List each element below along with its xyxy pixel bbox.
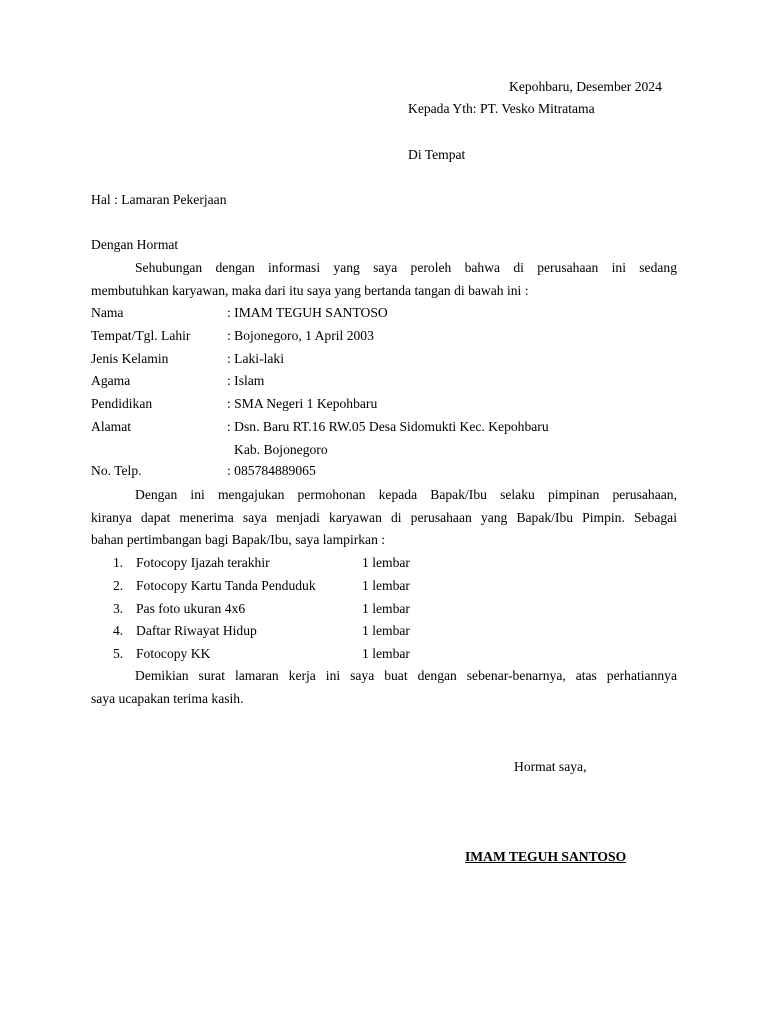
attachment-item: Fotocopy Kartu Tanda Penduduk xyxy=(136,578,316,593)
value-religion: : Islam xyxy=(227,373,265,388)
attachment-qty: 1 lembar xyxy=(362,578,410,593)
attachment-item: Pas foto ukuran 4x6 xyxy=(136,601,246,616)
attachment-number: 4. xyxy=(113,623,124,638)
signature-name: IMAM TEGUH SANTOSO xyxy=(465,849,627,864)
attachment-item: Fotocopy Ijazah terakhir xyxy=(136,555,270,570)
value-address-cont: Kab. Bojonegoro xyxy=(234,442,328,457)
request-line-3: bahan pertimbangan bagi Bapak/Ibu, saya lampirkan : xyxy=(91,532,386,547)
recipient: Kepada Yth: PT. Vesko Mitratama xyxy=(408,101,595,116)
signoff: Hormat saya, xyxy=(514,759,587,774)
intro-line-1: Sehubungan dengan informasi yang saya peroleh bahwa di perusahaan ini sedang xyxy=(135,260,677,275)
attachment-qty: 1 lembar xyxy=(362,555,410,570)
attachment-number: 3. xyxy=(113,601,124,616)
attachment-qty: 1 lembar xyxy=(362,623,410,638)
label-education: Pendidikan xyxy=(91,396,153,411)
closing-line-2: saya ucapakan terima kasih. xyxy=(91,691,244,706)
request-line-1: Dengan ini mengajukan permohonan kepada Bapak/Ibu selaku pimpinan perusahaan, xyxy=(135,487,677,502)
attachment-item: Fotocopy KK xyxy=(136,646,211,661)
label-phone: No. Telp. xyxy=(91,463,142,478)
attachment-number: 1. xyxy=(113,555,124,570)
label-address: Alamat xyxy=(91,419,132,434)
value-birth: : Bojonegoro, 1 April 2003 xyxy=(227,328,374,343)
label-birth: Tempat/Tgl. Lahir xyxy=(91,328,191,343)
subject-line: Hal : Lamaran Pekerjaan xyxy=(91,192,227,207)
attachment-number: 2. xyxy=(113,578,124,593)
attachment-qty: 1 lembar xyxy=(362,601,410,616)
value-gender: : Laki-laki xyxy=(227,351,284,366)
label-name: Nama xyxy=(91,305,124,320)
recipient-location: Di Tempat xyxy=(408,147,466,162)
value-name: : IMAM TEGUH SANTOSO xyxy=(227,305,388,320)
place-date: Kepohbaru, Desember 2024 xyxy=(509,79,662,94)
attachment-qty: 1 lembar xyxy=(362,646,410,661)
intro-line-2: membutuhkan karyawan, maka dari itu saya yang bertanda tangan di bawah ini : xyxy=(91,283,529,298)
value-phone: : 085784889065 xyxy=(227,463,316,478)
greeting: Dengan Hormat xyxy=(91,237,179,252)
attachment-number: 5. xyxy=(113,646,124,661)
label-gender: Jenis Kelamin xyxy=(91,351,169,366)
value-address: : Dsn. Baru RT.16 RW.05 Desa Sidomukti Kec. Kepohbaru xyxy=(227,419,549,434)
request-line-2: kiranya dapat menerima saya menjadi karyawan di perusahaan yang Bapak/Ibu Pimpin. Sebagai xyxy=(91,510,677,525)
closing-line-1: Demikian surat lamaran kerja ini saya buat dengan sebenar-benarnya, atas perhatiannya xyxy=(135,668,677,683)
attachment-item: Daftar Riwayat Hidup xyxy=(136,623,257,638)
value-education: : SMA Negeri 1 Kepohbaru xyxy=(227,396,378,411)
label-religion: Agama xyxy=(91,373,131,388)
